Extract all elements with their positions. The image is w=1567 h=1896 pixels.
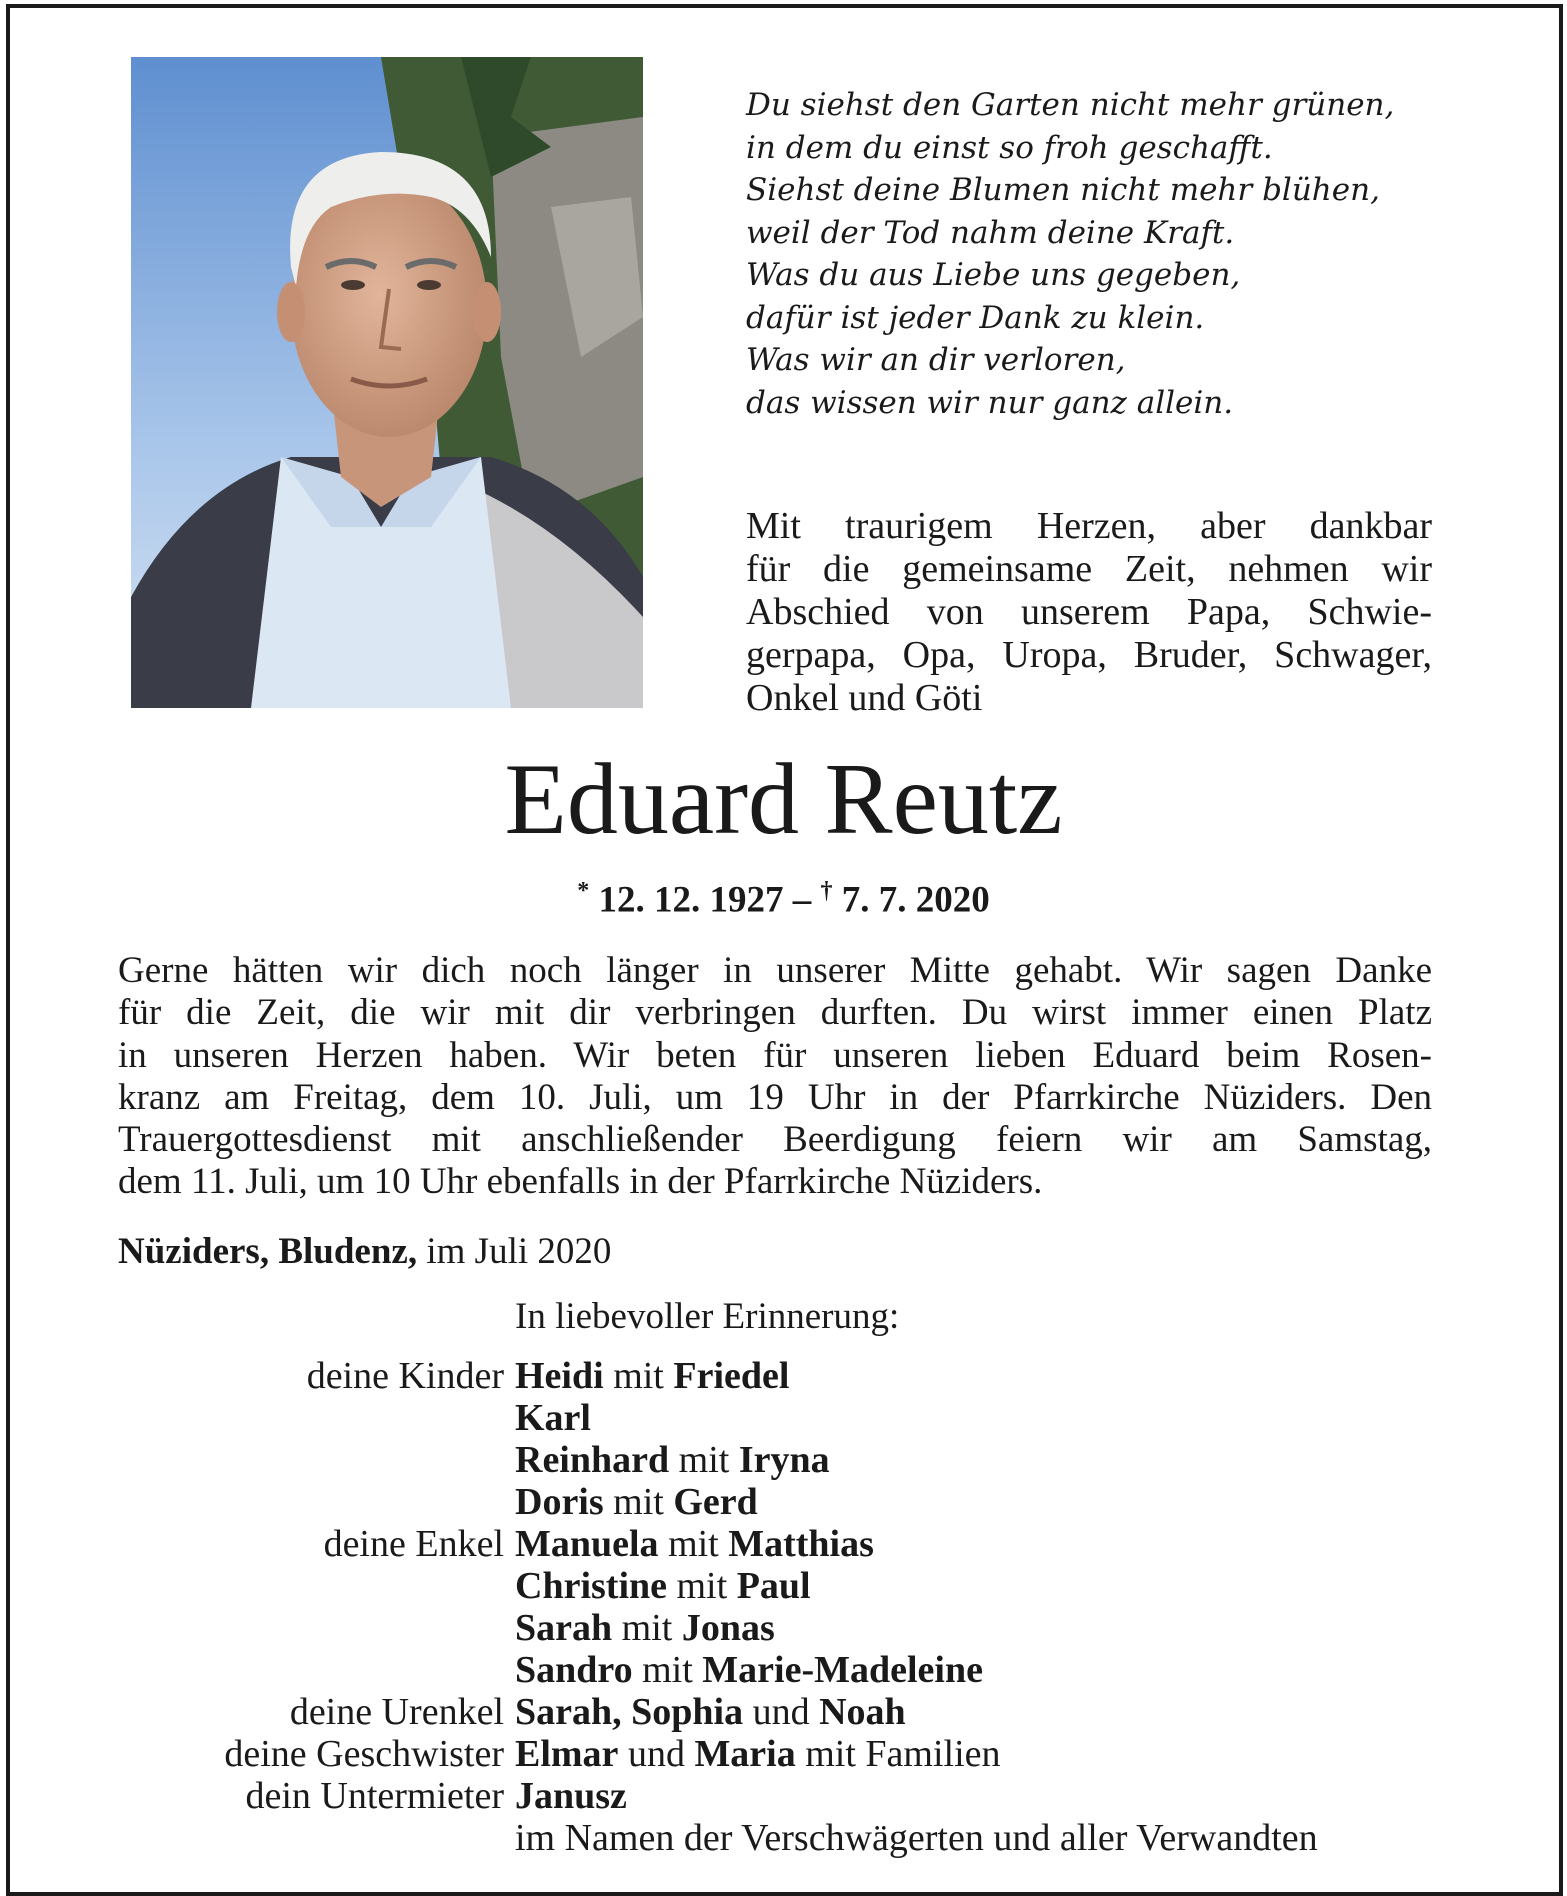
family-row	[0, 1606, 1567, 1648]
family-connector: mit	[603, 1481, 674, 1523]
family-member-name: Gerd	[673, 1481, 758, 1523]
family-connector: mit	[669, 1439, 739, 1481]
poem-line: weil der Tod nahm deine Kraft.	[746, 214, 1235, 251]
poem-line: Siehst deine Blumen nicht mehr blühen,	[746, 172, 1380, 208]
family-row	[0, 1732, 1567, 1774]
family-member-name: Paul	[736, 1565, 811, 1607]
family-names	[515, 1648, 983, 1692]
family-names	[515, 1774, 627, 1818]
family-relation: dein Untermieter	[245, 1775, 504, 1817]
family-member-name: Heidi	[515, 1355, 604, 1397]
family-connector: mit	[632, 1649, 703, 1691]
intro-text	[746, 505, 1432, 720]
family-row	[0, 1774, 1567, 1816]
place-date	[118, 1230, 611, 1273]
family-names	[515, 1522, 874, 1566]
family-row	[0, 1396, 1567, 1438]
family-row	[0, 1354, 1567, 1396]
family-names	[515, 1732, 1001, 1776]
intro-line: Onkel und Göti	[746, 677, 983, 719]
portrait-photo	[131, 57, 643, 708]
family-connector: mit	[667, 1565, 737, 1607]
family-member-name: Noah	[819, 1691, 906, 1733]
family-member-name: Jonas	[681, 1607, 775, 1649]
intro-line: Mit traurigem Herzen, aber dankbar	[746, 505, 1432, 547]
family-member-name: Janusz	[515, 1775, 627, 1817]
family-relation: deine Enkel	[323, 1523, 504, 1565]
poem-line: dafür ist jeder Dank zu klein.	[746, 299, 1205, 336]
family-row	[0, 1816, 1567, 1858]
death-symbol: †	[820, 878, 833, 904]
family-member-name: Maria	[694, 1733, 796, 1775]
family-member-name: Doris	[515, 1481, 604, 1523]
family-member-name: Iryna	[738, 1439, 830, 1481]
family-row	[0, 1522, 1567, 1564]
family-names	[515, 1480, 758, 1524]
family-member-name: Karl	[515, 1397, 591, 1439]
poem	[746, 84, 1506, 424]
family-member-name: Friedel	[673, 1355, 790, 1397]
family-names	[515, 1816, 1318, 1860]
family-member-name: Christine	[515, 1565, 667, 1607]
poem-line: in dem du einst so froh geschafft.	[746, 129, 1273, 166]
family-member-name: Matthias	[728, 1523, 874, 1565]
family-member-name: Sandro	[515, 1649, 633, 1691]
birth-symbol: *	[577, 878, 590, 904]
family-connector: mit	[612, 1607, 682, 1649]
memory-heading: In liebevoller Erinnerung:	[515, 1296, 900, 1337]
place-names: Nüziders, Bludenz,	[118, 1231, 418, 1272]
family-names	[515, 1396, 591, 1440]
birth-date: 12. 12. 1927	[598, 879, 784, 921]
date-separator: –	[783, 879, 821, 921]
family-member-name: Sarah, Sophia	[515, 1691, 744, 1733]
intro-line: für die gemeinsame Zeit, nehmen wir	[746, 548, 1432, 590]
deceased-name: Eduard Reutz	[504, 743, 1063, 856]
family-names	[515, 1690, 906, 1734]
family-connector: und	[743, 1691, 820, 1733]
life-dates	[0, 878, 1567, 921]
body-line: kranz am Freitag, dem 10. Juli, um 19 Uhr in der Pfarrkirche Nüziders. Den	[118, 1076, 1432, 1118]
family-connector: mit Familien	[795, 1733, 1001, 1775]
body-line: in unseren Herzen haben. Wir beten für unseren lieben Eduard beim Rosen-	[118, 1034, 1432, 1076]
family-names	[515, 1606, 775, 1650]
family-relation: deine Kinder	[306, 1355, 504, 1397]
family-member-name: Reinhard	[515, 1439, 670, 1481]
place-month: im Juli 2020	[417, 1231, 612, 1272]
family-member-name: Elmar	[515, 1733, 619, 1775]
poem-line: Was wir an dir verloren,	[746, 342, 1126, 378]
body-line: dem 11. Juli, um 10 Uhr ebenfalls in der Pfarrkirche Nüziders.	[118, 1161, 1043, 1203]
body-line: für die Zeit, die wir mit dir verbringen durften. Du wirst immer einen Platz	[118, 992, 1432, 1034]
family-row	[0, 1564, 1567, 1606]
poem-line: das wissen wir nur ganz allein.	[746, 384, 1234, 421]
family-connector: im Namen der Verschwägerten und aller Verwandten	[515, 1817, 1318, 1859]
family-row	[0, 1648, 1567, 1690]
family-row	[0, 1438, 1567, 1480]
intro-line: gerpapa, Opa, Uropa, Bruder, Schwager,	[746, 634, 1432, 676]
family-connector: mit	[658, 1523, 729, 1565]
body-text	[118, 950, 1432, 1204]
family-relation: deine Urenkel	[289, 1691, 504, 1733]
poem-line: Du siehst den Garten nicht mehr grünen,	[746, 87, 1395, 123]
death-date: 7. 7. 2020	[841, 879, 990, 921]
family-names	[515, 1354, 789, 1398]
family-member-name: Manuela	[515, 1523, 659, 1565]
family-row	[0, 1690, 1567, 1732]
family-names	[515, 1564, 811, 1608]
family-connector: und	[618, 1733, 695, 1775]
intro-line: Abschied von unserem Papa, Schwie-	[746, 591, 1432, 633]
family-connector: mit	[603, 1355, 674, 1397]
family-member-name: Marie-Madeleine	[702, 1649, 983, 1691]
family-member-name: Sarah	[515, 1607, 613, 1649]
family-relation: deine Geschwister	[224, 1733, 504, 1775]
family-row	[0, 1480, 1567, 1522]
family-list	[0, 1354, 1567, 1858]
family-names	[515, 1438, 830, 1482]
poem-line: Was du aus Liebe uns gegeben,	[746, 257, 1241, 293]
body-line: Trauergottesdienst mit anschließender Beerdigung feiern wir am Samstag,	[118, 1119, 1432, 1161]
body-line: Gerne hätten wir dich noch länger in unserer Mitte gehabt. Wir sagen Danke	[118, 950, 1432, 991]
